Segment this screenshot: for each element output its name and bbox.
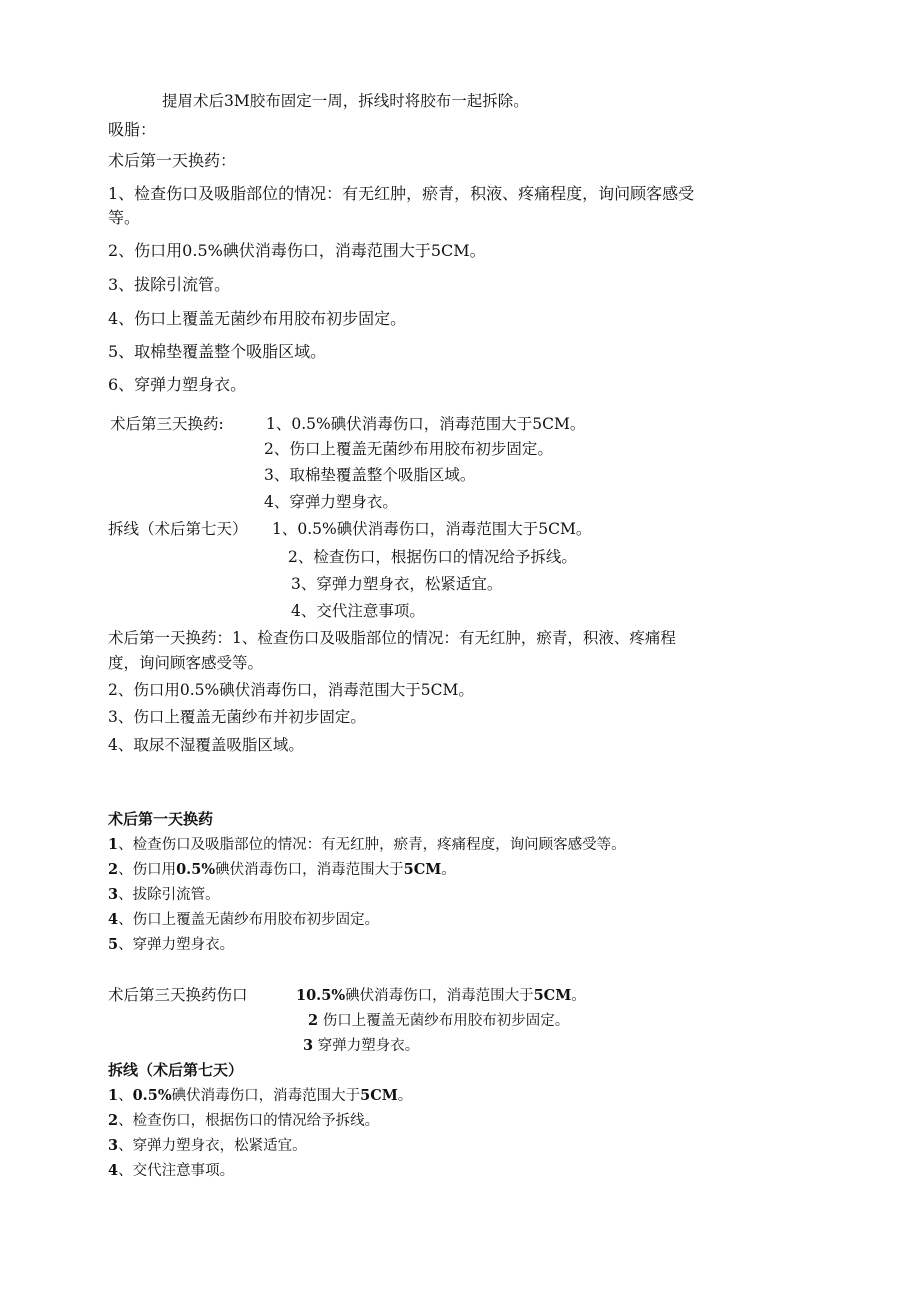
intro-line: 提眉术后3M胶布固定一周，拆线时将胶布一起拆除。: [162, 92, 529, 110]
stitch-item: 1、0.5%碘伏消毒伤口，消毒范围大于5CM。: [272, 520, 592, 538]
day3-item: 2、伤口上覆盖无菌纱布用胶布初步固定。: [264, 440, 553, 458]
stitch-item: 2、检查伤口，根据伤口的情况给予拆线。: [288, 548, 577, 566]
day1b-item: 2、伤口用0.5%碘伏消毒伤口，消毒范围大于5CM。: [108, 681, 474, 699]
day1-item: 5、取棉垫覆盖整个吸脂区域。: [108, 342, 327, 361]
liposuction-heading: 吸脂：: [108, 120, 157, 139]
s3-stitch-item: 3、穿弹力塑身衣，松紧适宜。: [108, 1137, 307, 1154]
s3-stitch-item: 2、检查伤口，根据伤口的情况给予拆线。: [108, 1112, 380, 1129]
day1-item: 1、检查伤口及吸脂部位的情况：有无红肿，瘀青，积液、疼痛程度，询问顾客感受: [108, 184, 695, 203]
s3-stitch-item: 4、交代注意事项。: [108, 1162, 235, 1179]
day3-item: 4、穿弹力塑身衣。: [264, 493, 398, 511]
day1b-line: 术后第一天换药：1、检查伤口及吸脂部位的情况：有无红肿，瘀青，积液、疼痛程: [108, 629, 676, 647]
s3-stitch-item: 1、0.5%碘伏消毒伤口，消毒范围大于5CM。: [108, 1087, 413, 1104]
s3-day3-label: 术后第三天换药伤口: [108, 986, 248, 1004]
stitch-item: 4、交代注意事项。: [291, 602, 425, 620]
day1-item: 2、伤口用0.5%碘伏消毒伤口，消毒范围大于5CM。: [108, 241, 486, 260]
day1b-item: 3、伤口上覆盖无菌纱布并初步固定。: [108, 708, 366, 726]
s3-day3-item: 2 伤口上覆盖无菌纱布用胶布初步固定。: [308, 1012, 570, 1029]
day3-item: 1、0.5%碘伏消毒伤口，消毒范围大于5CM。: [266, 415, 586, 433]
s3-day1-item: 4、伤口上覆盖无菌纱布用胶布初步固定。: [108, 911, 380, 928]
s3-day1-item: 1、检查伤口及吸脂部位的情况：有无红肿，瘀青，疼痛程度，询问顾客感受等。: [108, 836, 626, 853]
s3-day1-title: 术后第一天换药: [108, 810, 214, 828]
s3-day1-item: 3、拔除引流管。: [108, 886, 220, 903]
s3-day1-item: 5、穿弹力塑身衣。: [108, 936, 235, 953]
day3-label: 术后第三天换药:: [110, 415, 224, 433]
s3-stitch-title: 拆线（术后第七天）: [108, 1061, 244, 1079]
day1-item: 等。: [108, 208, 141, 227]
s3-day1-item: 2、伤口用0.5%碘伏消毒伤口，消毒范围大于5CM。: [108, 861, 456, 878]
stitch-item: 3、穿弹力塑身衣，松紧适宜。: [291, 575, 503, 593]
day1b-line: 度，询问顾客感受等。: [108, 654, 264, 672]
day1-item: 3、拔除引流管。: [108, 275, 231, 294]
day1-item: 6、穿弹力塑身衣。: [108, 375, 247, 394]
day1-title: 术后第一天换药：: [108, 151, 237, 170]
day1b-item: 4、取尿不湿覆盖吸脂区域。: [108, 736, 304, 754]
day1-item: 4、伤口上覆盖无菌纱布用胶布初步固定。: [108, 309, 407, 328]
day3-item: 3、取棉垫覆盖整个吸脂区域。: [264, 466, 476, 484]
s3-day3-item: 10.5%碘伏消毒伤口，消毒范围大于5CM。: [296, 987, 586, 1004]
s3-day3-item: 3 穿弹力塑身衣。: [303, 1037, 420, 1054]
stitch-label: 拆线（术后第七天）: [108, 520, 248, 538]
